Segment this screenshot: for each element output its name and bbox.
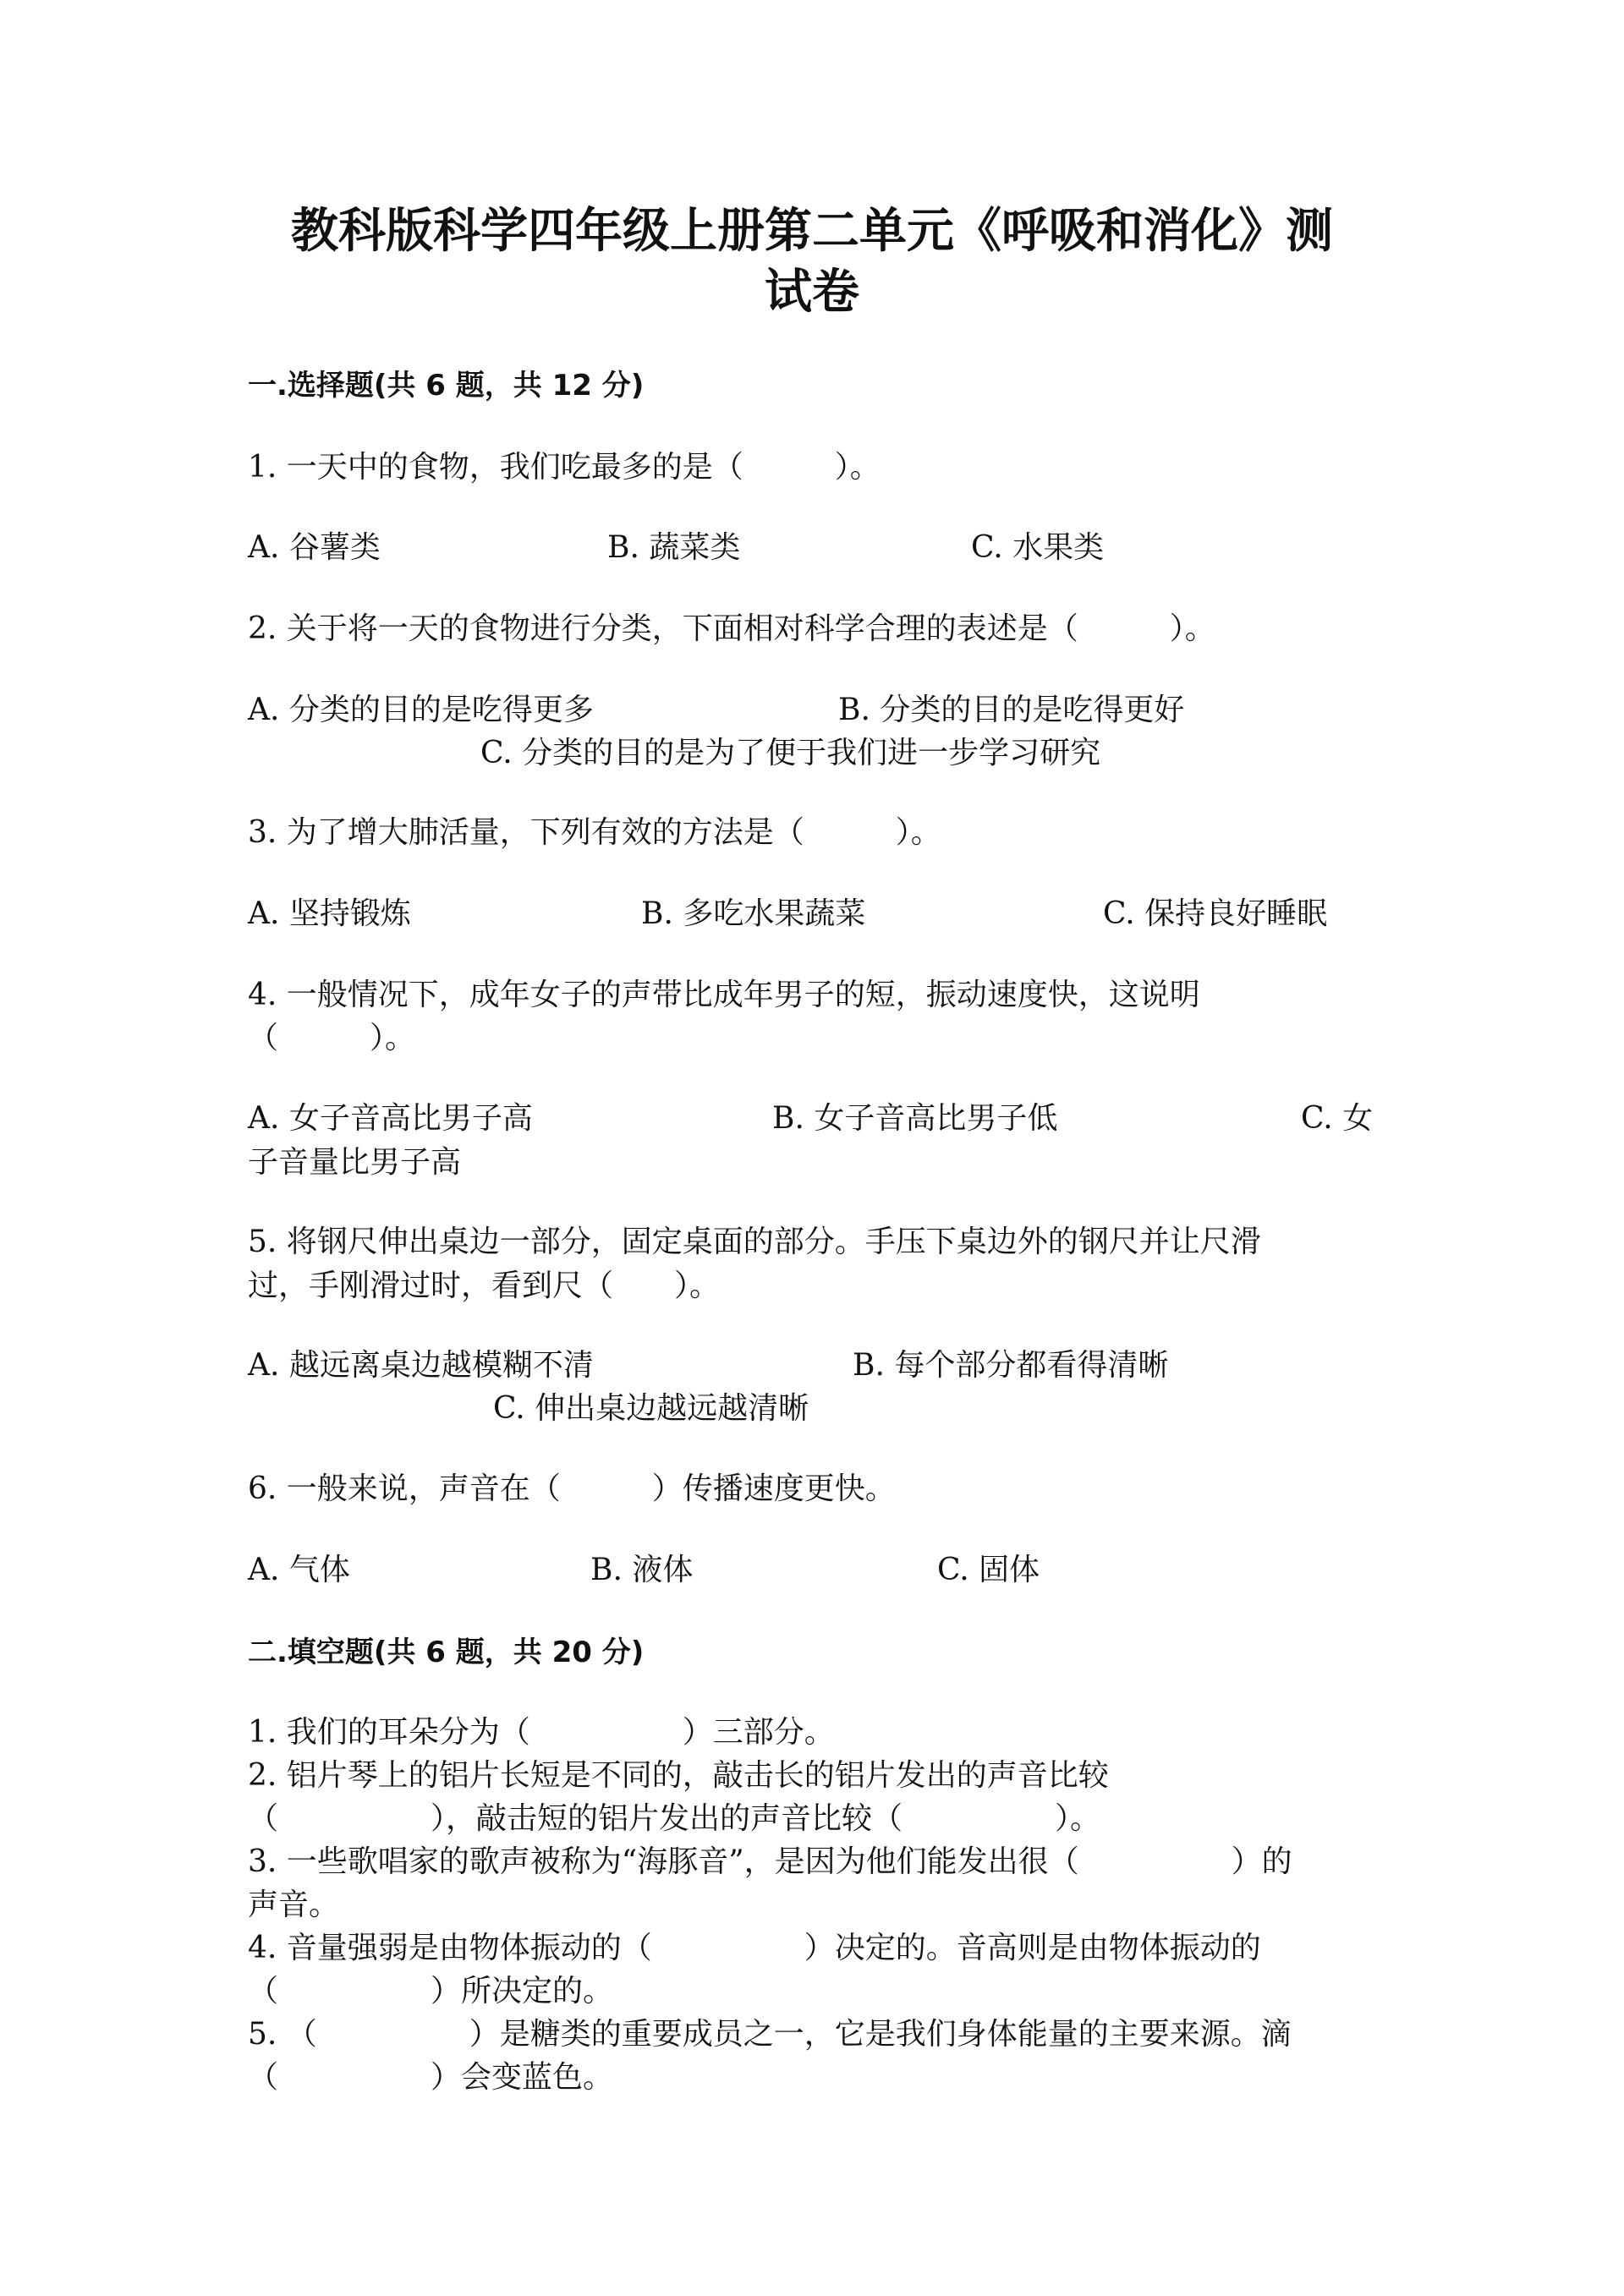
question-5-option-a: A. 越远离桌边越模糊不清 — [248, 1348, 594, 1383]
question-1-option-b: B. 蔬菜类 — [607, 530, 741, 565]
fill-line-3: （ ），敲击短的铝片发出的声音比较（ ）。 — [248, 1801, 1101, 1836]
question-3-option-b: B. 多吃水果蔬菜 — [641, 896, 866, 931]
question-4-option-b: B. 女子音高比男子低 — [772, 1101, 1058, 1136]
question-2-option-a: A. 分类的目的是吃得更多 — [248, 693, 594, 727]
question-4-text-line-1: 4. 一般情况下，成年女子的声带比成年男子的短，振动速度快，这说明 — [248, 978, 1200, 1012]
question-6-option-b: B. 液体 — [590, 1553, 694, 1587]
fill-line-4: 3. 一些歌唱家的歌声被称为“海豚音”，是因为他们能发出很（ ）的 — [248, 1844, 1292, 1879]
question-2-option-c: C. 分类的目的是为了便于我们进一步学习研究 — [480, 736, 1101, 770]
fill-line-7: （ ）所决定的。 — [248, 1974, 614, 2008]
question-2-text: 2. 关于将一天的食物进行分类，下面相对科学合理的表述是（ ）。 — [248, 611, 1215, 646]
question-4-text-line-2: （ ）。 — [248, 1021, 416, 1055]
question-6-option-c: C. 固体 — [937, 1553, 1040, 1587]
fill-line-6: 4. 音量强弱是由物体振动的（ ）决定的。音高则是由物体振动的 — [248, 1931, 1261, 1965]
question-5-text-line-2: 过，手刚滑过时，看到尺（ ）。 — [248, 1269, 721, 1303]
question-4-option-a: A. 女子音高比男子高 — [248, 1101, 533, 1136]
question-5-text-line-1: 5. 将钢尺伸出桌边一部分，固定桌面的部分。手压下桌边外的钢尺并让尺滑 — [248, 1225, 1261, 1259]
fill-line-8: 5. （ ）是糖类的重要成员之一，它是我们身体能量的主要来源。滴 — [248, 2017, 1292, 2052]
question-6-option-a: A. 气体 — [248, 1553, 350, 1587]
document-title — [203, 201, 1421, 323]
question-3-option-c: C. 保持良好睡眠 — [1103, 896, 1328, 931]
title-line-2: 试卷 — [765, 265, 859, 320]
question-3-text: 3. 为了增大肺活量，下列有效的方法是（ ）。 — [248, 815, 941, 850]
question-1-option-c: C. 水果类 — [971, 530, 1105, 565]
question-2-option-b: B. 分类的目的是吃得更好 — [838, 693, 1185, 727]
fill-line-2: 2. 铝片琴上的铝片长短是不同的，敲击长的铝片发出的声音比较 — [248, 1758, 1109, 1793]
question-5-option-c: C. 伸出桌边越远越清晰 — [493, 1391, 809, 1426]
question-5-option-b: B. 每个部分都看得清晰 — [853, 1348, 1169, 1383]
fill-line-9: （ ）会变蓝色。 — [248, 2060, 614, 2095]
section-heading-fill-in: 二.填空题(共 6 题，共 20 分) — [248, 1636, 645, 1669]
question-4-option-c-end: 子音量比男子高 — [248, 1145, 462, 1180]
title-line-1: 教科版科学四年级上册第二单元《呼吸和消化》测 — [291, 204, 1333, 259]
question-1-option-a: A. 谷薯类 — [248, 530, 381, 565]
section-heading-choice: 一.选择题(共 6 题，共 12 分) — [248, 369, 645, 403]
question-4-option-c-start: C. 女 — [1301, 1101, 1374, 1136]
question-1-text: 1. 一天中的食物，我们吃最多的是（ ）。 — [248, 450, 881, 485]
fill-line-5: 声音。 — [248, 1888, 340, 1922]
question-6-text: 6. 一般来说，声音在（ ）传播速度更快。 — [248, 1471, 896, 1506]
fill-line-1: 1. 我们的耳朵分为（ ）三部分。 — [248, 1715, 835, 1750]
question-3-option-a: A. 坚持锻炼 — [248, 896, 411, 931]
